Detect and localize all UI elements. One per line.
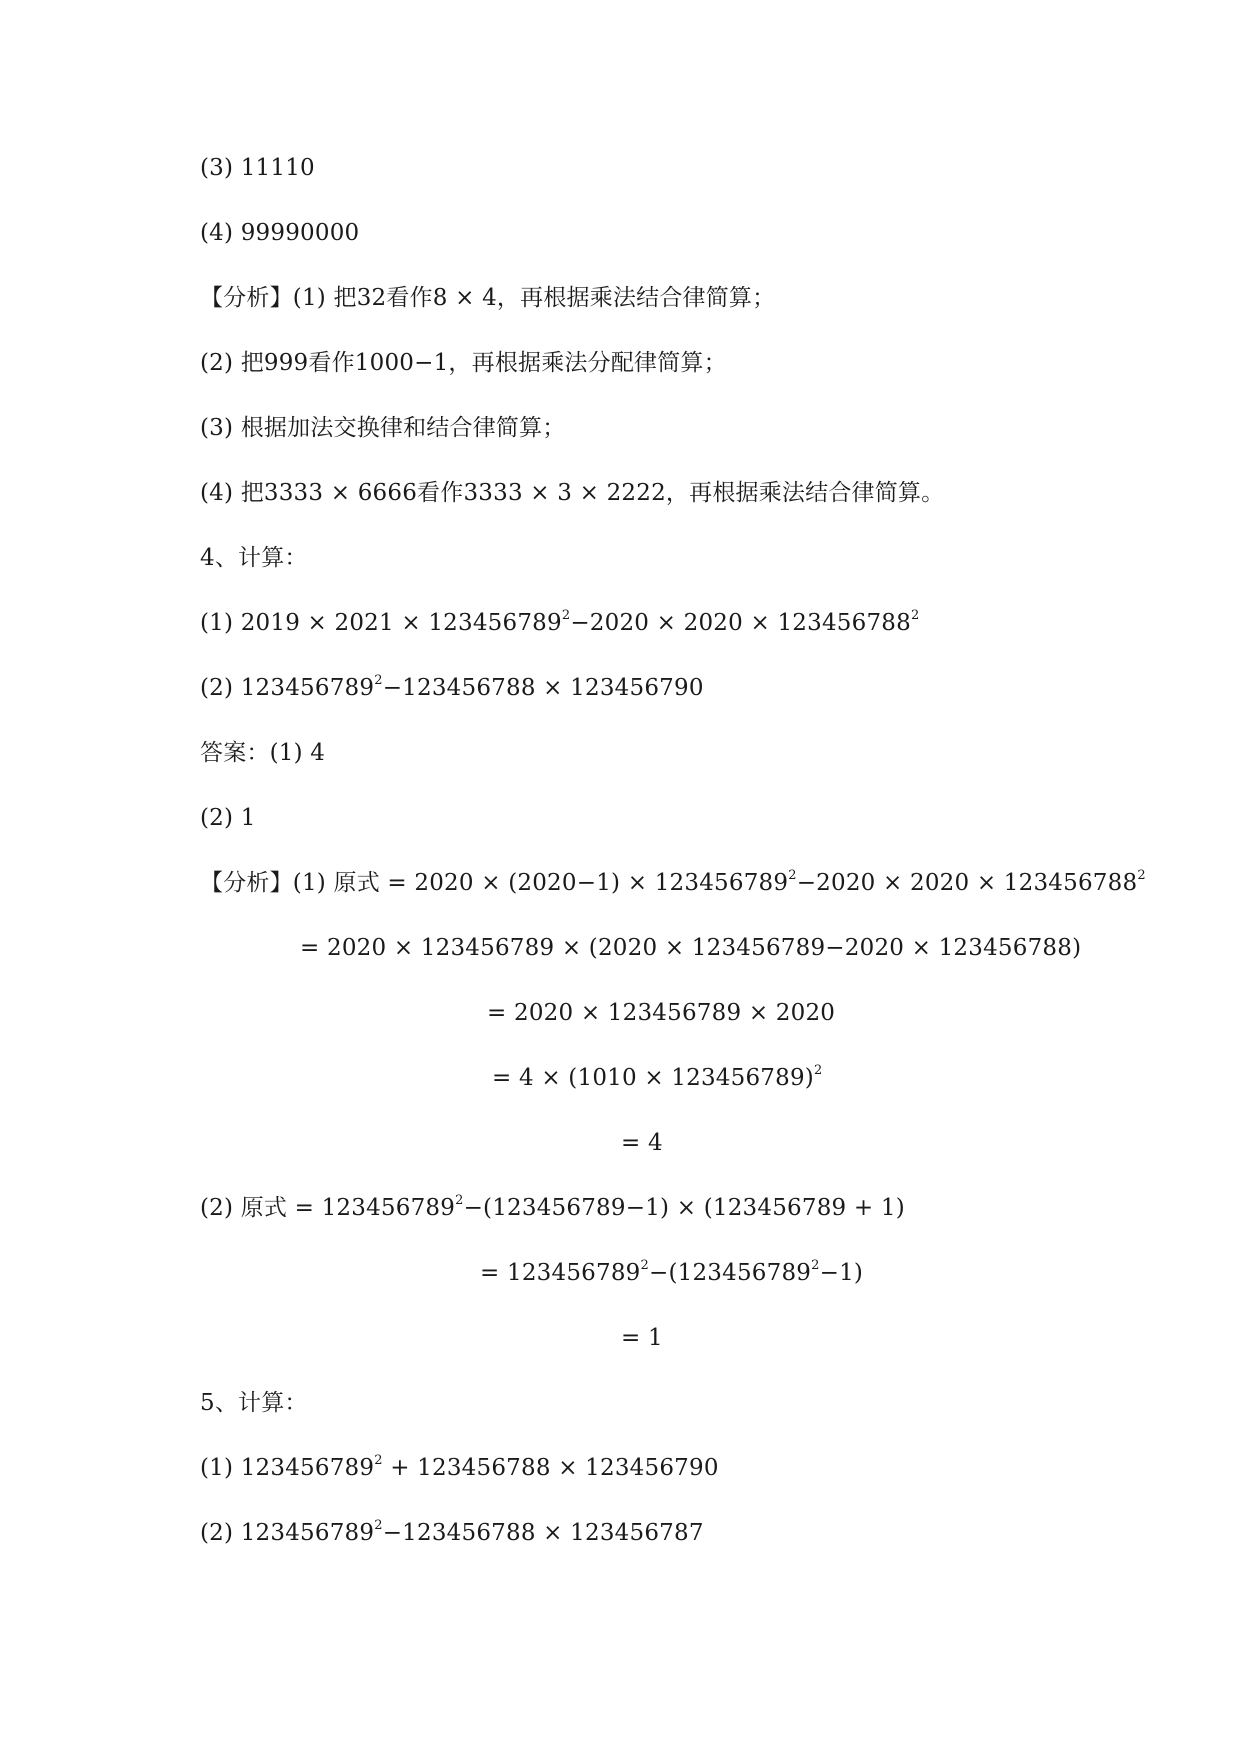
expression-text: −(123456789	[648, 1260, 812, 1286]
analysis-line-3: (3) 根据加法交换律和结合律简算；	[200, 415, 566, 441]
analysis-line-4: (4) 把3333 × 6666看作3333 × 3 × 2222，再根据乘法结合律简算。	[200, 480, 945, 506]
answer-label-line: 答案：(1) 4	[200, 740, 326, 766]
exponent: 2	[561, 608, 571, 624]
expression-text: −(123456789−1) × (123456789 + 1)	[463, 1195, 905, 1221]
expression-text: (2) 原式 = 123456789	[200, 1195, 456, 1221]
analysis-line-2: (2) 把999看作1000−1，再根据乘法分配律简算；	[200, 350, 727, 376]
question-5-part-2	[200, 1518, 704, 1548]
question-5-heading: 5、计算：	[200, 1390, 308, 1416]
exponent: 2	[374, 1453, 383, 1469]
question-4-part-2	[200, 673, 704, 703]
expression-text: −2020 × 2020 × 123456788	[796, 870, 1138, 896]
analysis-part-2-result: = 1	[621, 1325, 663, 1351]
expression-text: −123456788 × 123456787	[382, 1520, 704, 1546]
exponent: 2	[374, 673, 383, 689]
exponent: 2	[455, 1193, 464, 1209]
expression-text: −2020 × 2020 × 123456788	[570, 610, 911, 636]
expression-text: = 123456789	[480, 1260, 641, 1286]
analysis-part-1-result: = 4	[621, 1130, 663, 1156]
exponent: 2	[910, 608, 920, 624]
exponent: 2	[813, 1063, 823, 1079]
exponent: 2	[811, 1258, 820, 1274]
expression-text: + 123456788 × 123456790	[382, 1455, 719, 1481]
analysis-part-1-step-2: = 2020 × 123456789 × (2020 × 123456789−2020 × 123456788)	[300, 935, 1082, 961]
exponent: 2	[1137, 868, 1146, 884]
analysis-part-1-step-3: = 2020 × 123456789 × 2020	[487, 1000, 836, 1026]
expression-text: (2) 123456789	[200, 675, 375, 701]
answer-part-2: (2) 1	[200, 805, 256, 831]
question-4-heading: 4、计算：	[200, 545, 308, 571]
expression-text: (1) 2019 × 2021 × 123456789	[200, 610, 562, 636]
analysis-part-2-step-2	[480, 1258, 863, 1288]
answer-line-3: (3) 11110	[200, 155, 315, 181]
question-5-part-1	[200, 1453, 719, 1483]
expression-text: 【分析】(1) 原式 = 2020 × (2020−1) × 123456789	[200, 870, 789, 896]
expression-text: = 4 × (1010 × 123456789)	[492, 1065, 814, 1091]
exponent: 2	[640, 1258, 649, 1274]
analysis-part-1-step-4	[492, 1063, 822, 1093]
expression-text: (2) 123456789	[200, 1520, 375, 1546]
analysis-line-1: 【分析】(1) 把32看作8 × 4，再根据乘法结合律简算；	[200, 285, 776, 311]
analysis-part-2-step-1	[200, 1193, 905, 1223]
analysis-part-1-step-1	[200, 868, 1146, 898]
expression-text: (1) 123456789	[200, 1455, 375, 1481]
expression-text: −123456788 × 123456790	[382, 675, 704, 701]
answer-line-4: (4) 99990000	[200, 220, 360, 246]
exponent: 2	[374, 1518, 383, 1534]
exponent: 2	[788, 868, 797, 884]
question-4-part-1	[200, 608, 919, 638]
expression-text: −1)	[819, 1260, 864, 1286]
